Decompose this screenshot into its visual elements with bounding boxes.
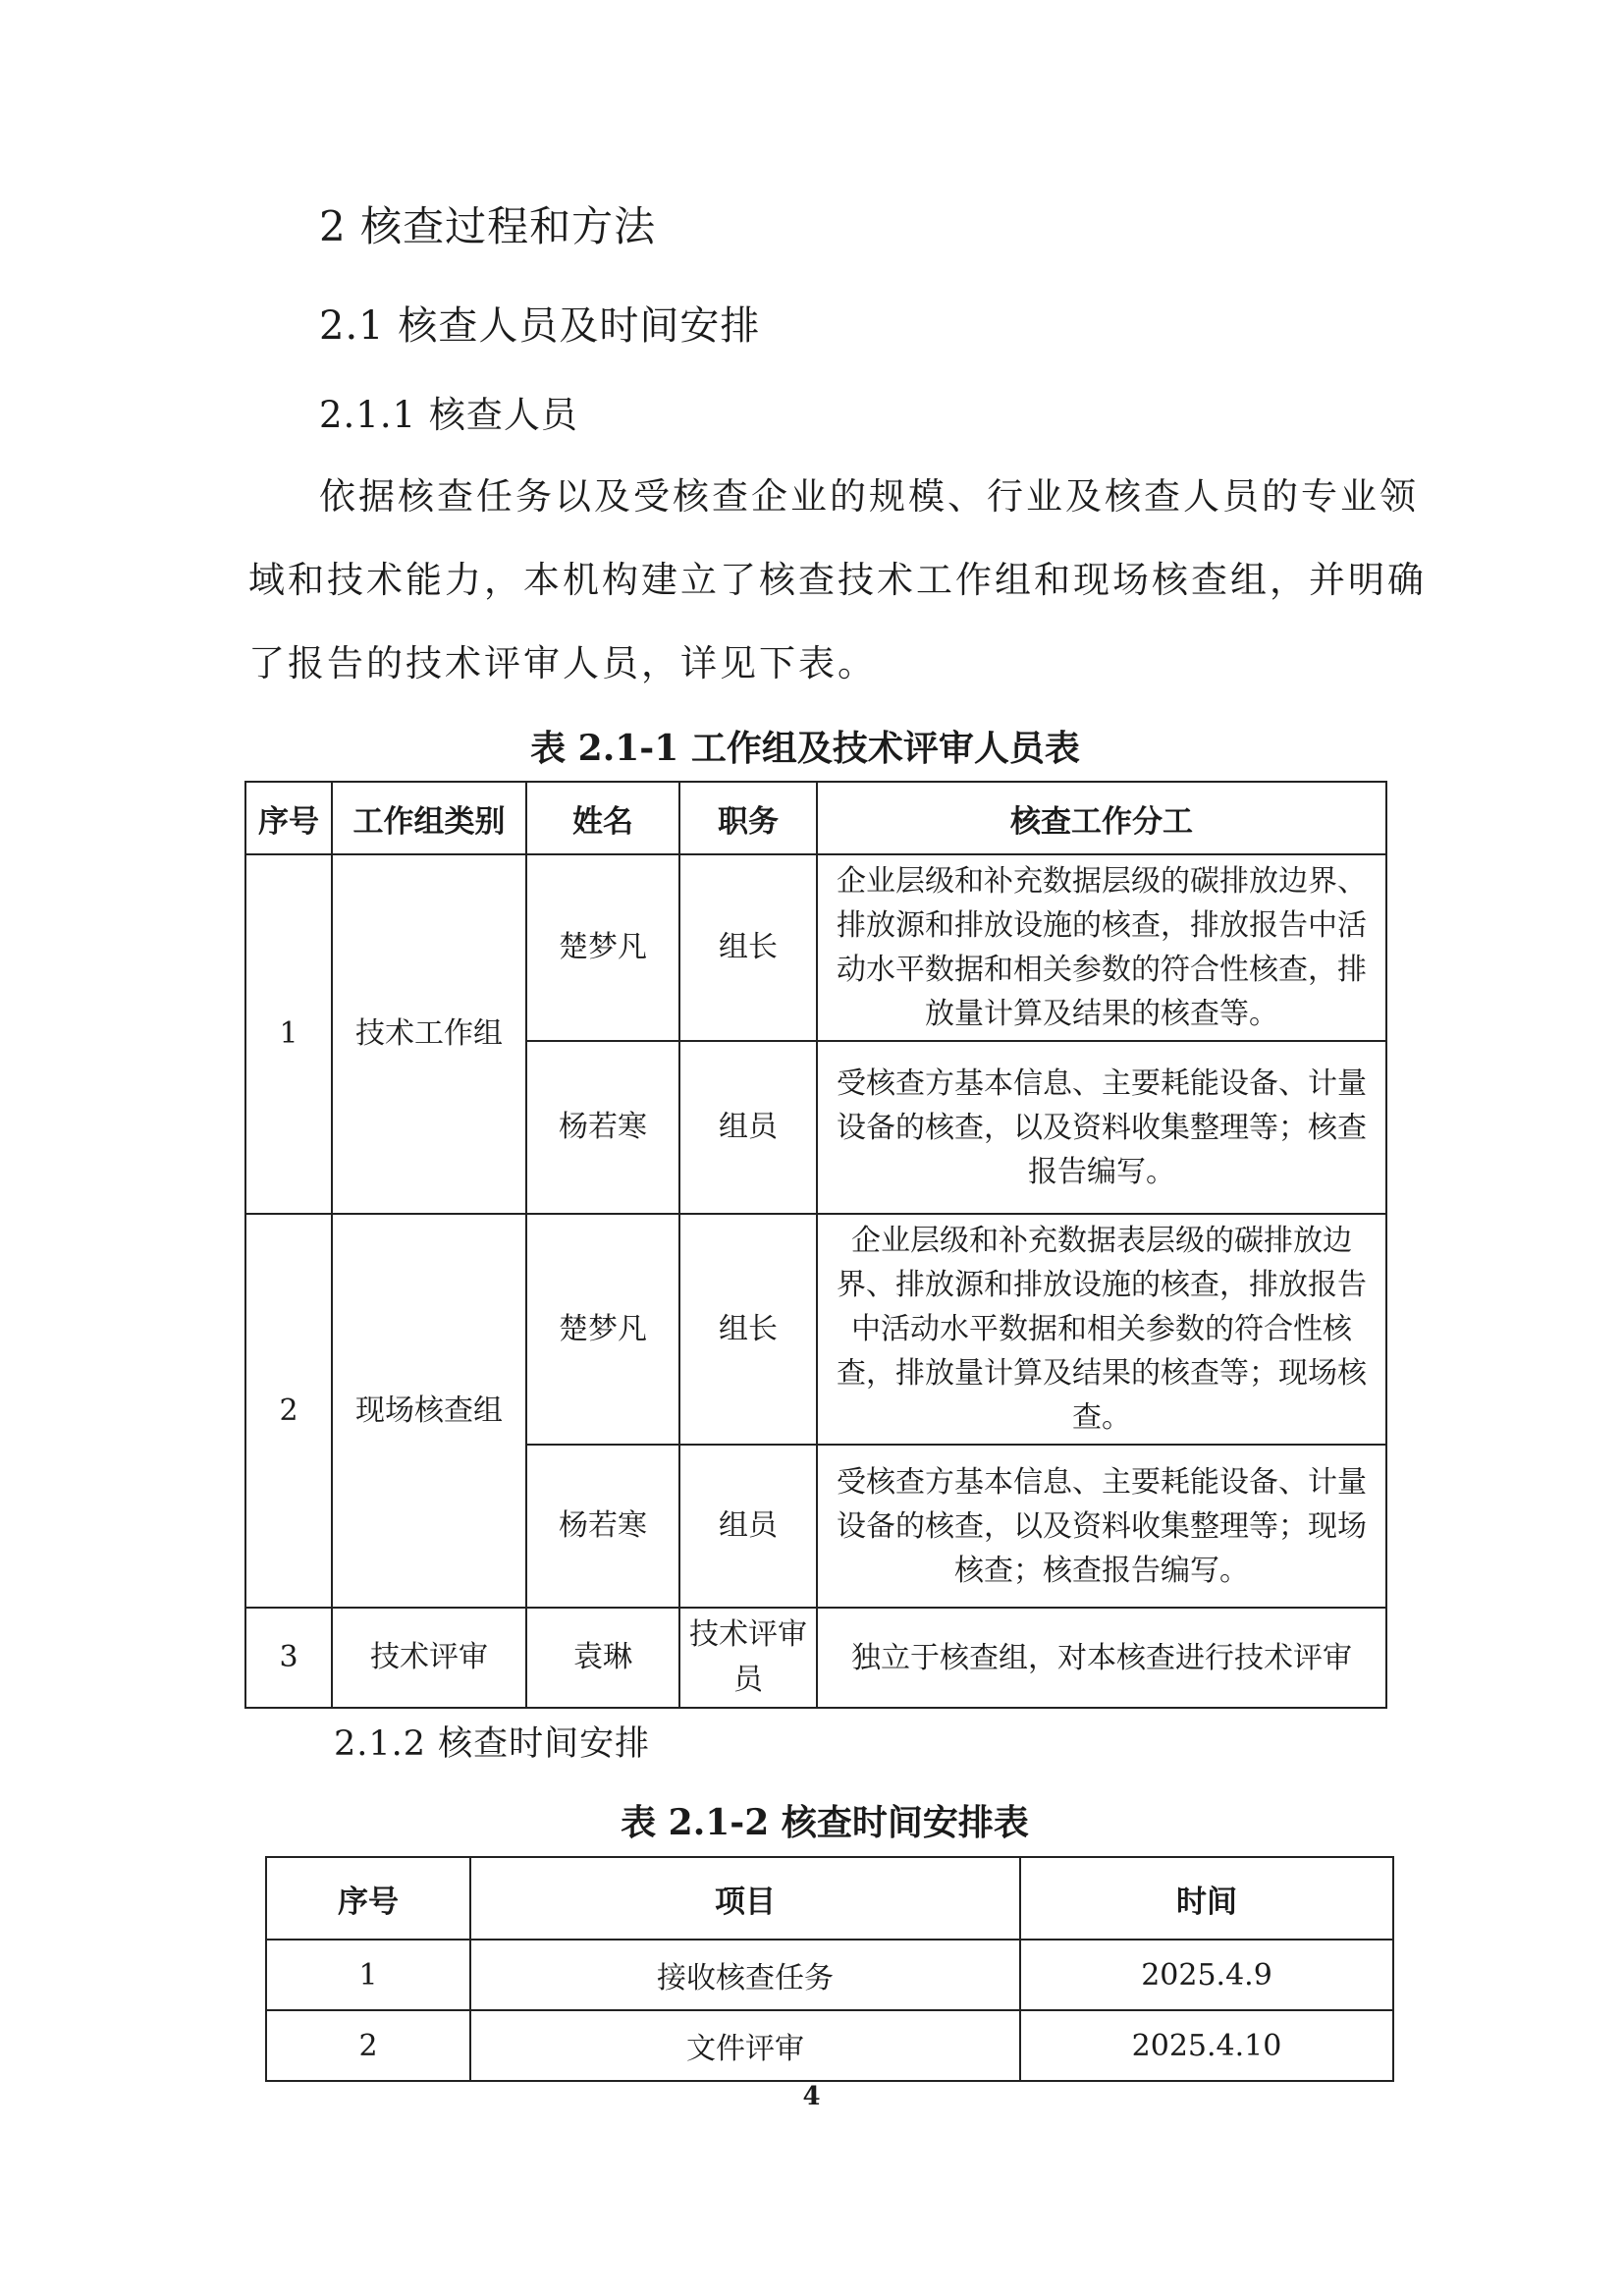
- table2-caption: 表 2.1-2 核查时间安排表: [621, 1802, 1029, 1843]
- cell-time: 2025.4.10: [1020, 2010, 1393, 2081]
- cell-no: 3: [245, 1608, 332, 1708]
- table-row: [245, 854, 1386, 1041]
- table-header-row: [245, 782, 1386, 854]
- cell-role: 组员: [679, 1445, 817, 1608]
- cell-category: 技术工作组: [332, 854, 526, 1214]
- paragraph-line: 依据核查任务以及受核查企业的规模、行业及核查人员的专业领: [319, 475, 1419, 518]
- cell-work: 企业层级和补充数据层级的碳排放边界、排放源和排放设施的核查，排放报告中活动水平数据和相关参数的符合性核查，排放量计算及结果的核查等。: [817, 854, 1386, 1041]
- cell-name: 楚梦凡: [526, 1214, 679, 1445]
- cell-no: 1: [266, 1940, 470, 2010]
- cell-work: 受核查方基本信息、主要耗能设备、计量设备的核查，以及资料收集整理等；核查报告编写。: [817, 1041, 1386, 1214]
- subsection-heading: 2.1 核查人员及时间安排: [319, 303, 761, 349]
- cell-work: 受核查方基本信息、主要耗能设备、计量设备的核查，以及资料收集整理等；现场核查；核查报告编写。: [817, 1445, 1386, 1608]
- column-header: 工作组类别: [332, 782, 526, 854]
- subsubsection-heading-schedule: 2.1.2 核查时间安排: [334, 1724, 651, 1764]
- cell-time: 2025.4.9: [1020, 1940, 1393, 2010]
- column-header: 职务: [679, 782, 817, 854]
- table-row: [245, 1214, 1386, 1445]
- column-header: 序号: [266, 1857, 470, 1940]
- cell-role: 技术评审员: [679, 1608, 817, 1708]
- column-header: 姓名: [526, 782, 679, 854]
- cell-no: 2: [266, 2010, 470, 2081]
- cell-role: 组员: [679, 1041, 817, 1214]
- paragraph-line: 了报告的技术评审人员，详见下表。: [248, 642, 877, 684]
- cell-work: 独立于核查组，对本核查进行技术评审: [817, 1608, 1386, 1708]
- paragraph-line: 域和技术能力，本机构建立了核查技术工作组和现场核查组，并明确: [248, 559, 1427, 601]
- cell-name: 杨若寒: [526, 1445, 679, 1608]
- cell-role: 组长: [679, 1214, 817, 1445]
- schedule-table: [265, 1856, 1394, 2082]
- column-header: 时间: [1020, 1857, 1393, 1940]
- cell-name: 楚梦凡: [526, 854, 679, 1041]
- table1-caption: 表 2.1-1 工作组及技术评审人员表: [530, 728, 1080, 769]
- table-header-row: [266, 1857, 1393, 1940]
- table-row: [266, 2010, 1393, 2081]
- cell-work: 企业层级和补充数据表层级的碳排放边界、排放源和排放设施的核查，排放报告中活动水平数据和相关参数的符合性核查，排放量计算及结果的核查等；现场核查。: [817, 1214, 1386, 1445]
- table-row: [266, 1940, 1393, 2010]
- cell-category: 技术评审: [332, 1608, 526, 1708]
- page-number: 4: [802, 2082, 821, 2111]
- cell-item: 文件评审: [470, 2010, 1020, 2081]
- cell-no: 1: [245, 854, 332, 1214]
- cell-role: 组长: [679, 854, 817, 1041]
- table-row: [245, 1608, 1386, 1708]
- cell-name: 杨若寒: [526, 1041, 679, 1214]
- cell-item: 接收核查任务: [470, 1940, 1020, 2010]
- cell-name: 袁琳: [526, 1608, 679, 1708]
- column-header: 项目: [470, 1857, 1020, 1940]
- section-heading: 2 核查过程和方法: [319, 202, 657, 250]
- column-header: 核查工作分工: [817, 782, 1386, 854]
- cell-no: 2: [245, 1214, 332, 1608]
- cell-category: 现场核查组: [332, 1214, 526, 1608]
- column-header: 序号: [245, 782, 332, 854]
- personnel-table: [244, 781, 1387, 1709]
- subsubsection-heading-personnel: 2.1.1 核查人员: [319, 394, 578, 436]
